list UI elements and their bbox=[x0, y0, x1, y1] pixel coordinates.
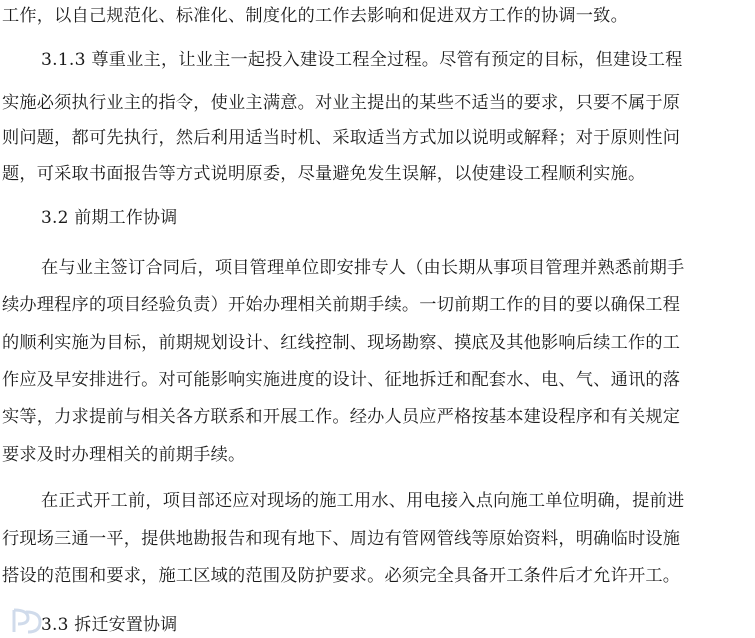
text-line: 的顺利实施为目标，前期规划设计、红线控制、现场勘察、摸底及其他影响后续工作的工 bbox=[2, 333, 681, 353]
text-line: 续办理程序的项目经验负责）开始办理相关前期手续。一切前期工作的目的要以确保工程 bbox=[2, 295, 681, 315]
section-heading: 3.3 拆迁安置协调 bbox=[41, 615, 178, 635]
watermark-logo-icon bbox=[6, 606, 46, 636]
text-line: 实施必须执行业主的指令，使业主满意。对业主提出的某些不适当的要求，只要不属于原 bbox=[2, 93, 681, 113]
text-line: 要求及时办理相关的前期手续。 bbox=[2, 445, 246, 465]
text-line: 则问题，都可先执行，然后利用适当时机、采取适当方式加以说明或解释；对于原则性问 bbox=[2, 128, 681, 148]
text-line: 工作，以自己规范化、标准化、制度化的工作去影响和促进双方工作的协调一致。 bbox=[2, 6, 628, 26]
text-line: 搭设的范围和要求，施工区域的范围及防护要求。必须完全具备开工条件后才允许开工。 bbox=[2, 566, 681, 586]
text-line: 实等，力求提前与相关各方联系和开展工作。经办人员应严格按基本建设程序和有关规定 bbox=[2, 407, 681, 427]
text-line: 3.1.3 尊重业主，让业主一起投入建设工程全过程。尽管有预定的目标，但建设工程 bbox=[41, 50, 683, 70]
text-line: 在正式开工前，项目部还应对现场的施工用水、用电接入点向施工单位明确，提前进 bbox=[41, 491, 685, 511]
text-line: 在与业主签订合同后，项目管理单位即安排专人（由长期从事项目管理并熟悉前期手 bbox=[41, 258, 685, 278]
text-line: 行现场三通一平，提供地勘报告和现有地下、周边有管网管线等原始资料，明确临时设施 bbox=[2, 529, 681, 549]
text-line: 作应及早安排进行。对可能影响实施进度的设计、征地拆迁和配套水、电、气、通讯的落 bbox=[2, 370, 681, 390]
section-heading: 3.2 前期工作协调 bbox=[41, 208, 178, 228]
text-line: 题，可采取书面报告等方式说明原委，尽量避免发生误解，以使建设工程顺利实施。 bbox=[2, 164, 646, 184]
